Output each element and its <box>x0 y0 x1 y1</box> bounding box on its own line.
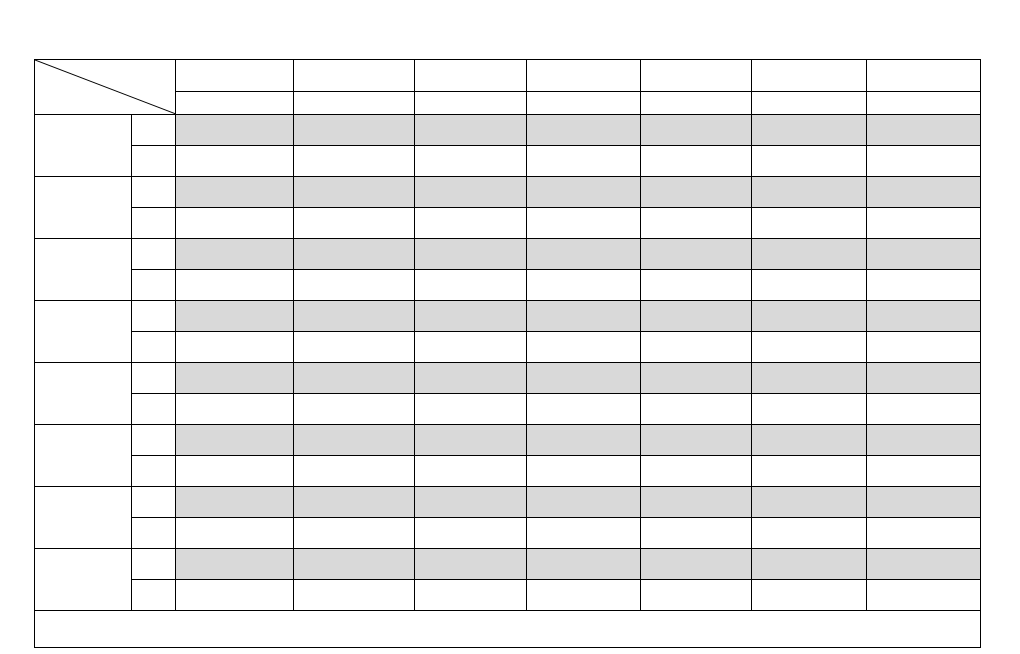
weekday-header <box>527 60 641 92</box>
date-header <box>752 92 867 115</box>
schedule-cell <box>752 487 867 518</box>
half-day-label <box>132 425 176 456</box>
schedule-cell <box>641 394 752 425</box>
half-day-label <box>132 270 176 301</box>
department-name <box>35 239 132 301</box>
schedule-cell <box>752 580 867 611</box>
schedule-cell <box>641 425 752 456</box>
schedule-table <box>34 59 981 648</box>
schedule-cell <box>415 580 527 611</box>
schedule-cell <box>176 301 294 332</box>
schedule-cell <box>527 394 641 425</box>
schedule-cell <box>176 146 294 177</box>
schedule-cell <box>641 270 752 301</box>
weekday-header <box>641 60 752 92</box>
weekday-header <box>867 60 981 92</box>
schedule-cell <box>527 115 641 146</box>
half-day-label <box>132 363 176 394</box>
schedule-cell <box>415 425 527 456</box>
schedule-cell <box>867 301 981 332</box>
schedule-cell <box>527 549 641 580</box>
schedule-row <box>35 518 981 549</box>
schedule-cell <box>527 425 641 456</box>
department-name <box>35 425 132 487</box>
footer-note-cell <box>35 611 981 648</box>
schedule-cell <box>641 549 752 580</box>
schedule-cell <box>176 239 294 270</box>
date-header <box>176 92 294 115</box>
schedule-cell <box>176 518 294 549</box>
department-name <box>35 301 132 363</box>
schedule-cell <box>641 115 752 146</box>
department-name <box>35 177 132 239</box>
schedule-cell <box>294 177 415 208</box>
schedule-row <box>35 332 981 363</box>
schedule-cell <box>641 239 752 270</box>
schedule-cell <box>415 363 527 394</box>
schedule-cell <box>294 549 415 580</box>
schedule-cell <box>527 301 641 332</box>
schedule-cell <box>867 549 981 580</box>
weekday-header <box>752 60 867 92</box>
schedule-cell <box>176 580 294 611</box>
half-day-label <box>132 549 176 580</box>
schedule-cell <box>641 456 752 487</box>
schedule-row <box>35 270 981 301</box>
schedule-cell <box>641 580 752 611</box>
schedule-cell <box>752 177 867 208</box>
schedule-cell <box>294 208 415 239</box>
weekday-header-row <box>35 60 981 92</box>
date-header <box>527 92 641 115</box>
schedule-cell <box>752 456 867 487</box>
schedule-row <box>35 177 981 208</box>
date-header <box>294 92 415 115</box>
schedule-cell <box>752 301 867 332</box>
schedule-cell <box>294 332 415 363</box>
half-day-label <box>132 115 176 146</box>
half-day-label <box>132 394 176 425</box>
schedule-cell <box>415 208 527 239</box>
schedule-cell <box>641 363 752 394</box>
schedule-row <box>35 146 981 177</box>
schedule-cell <box>752 208 867 239</box>
schedule-row <box>35 394 981 425</box>
schedule-row <box>35 239 981 270</box>
schedule-cell <box>294 518 415 549</box>
schedule-cell <box>752 332 867 363</box>
half-day-label <box>132 208 176 239</box>
schedule-cell <box>415 146 527 177</box>
schedule-cell <box>527 580 641 611</box>
schedule-cell <box>176 456 294 487</box>
schedule-cell <box>176 425 294 456</box>
schedule-cell <box>176 487 294 518</box>
schedule-cell <box>176 270 294 301</box>
schedule-cell <box>867 146 981 177</box>
schedule-cell <box>415 239 527 270</box>
schedule-row <box>35 208 981 239</box>
schedule-cell <box>294 115 415 146</box>
schedule-cell <box>176 115 294 146</box>
schedule-cell <box>752 549 867 580</box>
schedule-cell <box>867 239 981 270</box>
schedule-cell <box>752 425 867 456</box>
half-day-label <box>132 332 176 363</box>
schedule-cell <box>752 363 867 394</box>
schedule-cell <box>867 115 981 146</box>
diagonal-divider <box>35 60 176 114</box>
schedule-cell <box>527 456 641 487</box>
schedule-cell <box>176 332 294 363</box>
schedule-cell <box>641 146 752 177</box>
schedule-row <box>35 363 981 394</box>
schedule-cell <box>294 456 415 487</box>
schedule-cell <box>752 518 867 549</box>
schedule-cell <box>752 394 867 425</box>
schedule-cell <box>527 518 641 549</box>
schedule-cell <box>294 394 415 425</box>
schedule-cell <box>641 332 752 363</box>
half-day-label <box>132 146 176 177</box>
schedule-cell <box>294 580 415 611</box>
schedule-row <box>35 549 981 580</box>
schedule-cell <box>867 425 981 456</box>
schedule-cell <box>415 394 527 425</box>
department-name <box>35 549 132 611</box>
corner-header <box>35 60 176 115</box>
schedule-cell <box>176 549 294 580</box>
schedule-cell <box>176 394 294 425</box>
schedule-row <box>35 115 981 146</box>
schedule-cell <box>294 363 415 394</box>
weekday-header <box>415 60 527 92</box>
schedule-cell <box>415 518 527 549</box>
date-header <box>867 92 981 115</box>
department-name <box>35 487 132 549</box>
schedule-cell <box>752 270 867 301</box>
schedule-cell <box>641 177 752 208</box>
schedule-cell <box>176 363 294 394</box>
weekday-header <box>176 60 294 92</box>
schedule-cell <box>176 208 294 239</box>
half-day-label <box>132 487 176 518</box>
schedule-cell <box>867 270 981 301</box>
date-header <box>415 92 527 115</box>
schedule-cell <box>867 580 981 611</box>
schedule-cell <box>415 115 527 146</box>
schedule-cell <box>527 239 641 270</box>
schedule-cell <box>415 270 527 301</box>
half-day-label <box>132 580 176 611</box>
schedule-cell <box>527 363 641 394</box>
schedule-cell <box>867 208 981 239</box>
half-day-label <box>132 239 176 270</box>
schedule-cell <box>641 487 752 518</box>
schedule-cell <box>176 177 294 208</box>
schedule-cell <box>527 208 641 239</box>
schedule-cell <box>527 487 641 518</box>
half-day-label <box>132 301 176 332</box>
schedule-cell <box>294 425 415 456</box>
schedule-cell <box>867 487 981 518</box>
schedule-cell <box>415 487 527 518</box>
department-name <box>35 363 132 425</box>
schedule-cell <box>527 146 641 177</box>
schedule-cell <box>641 301 752 332</box>
half-day-label <box>132 518 176 549</box>
schedule-row <box>35 425 981 456</box>
date-header-row <box>35 92 981 115</box>
schedule-cell <box>867 177 981 208</box>
schedule-cell <box>867 363 981 394</box>
schedule-cell <box>752 239 867 270</box>
schedule-cell <box>752 115 867 146</box>
schedule-cell <box>752 146 867 177</box>
schedule-row <box>35 487 981 518</box>
schedule-cell <box>415 549 527 580</box>
schedule-cell <box>415 332 527 363</box>
schedule-cell <box>867 456 981 487</box>
schedule-row <box>35 456 981 487</box>
schedule-cell <box>867 518 981 549</box>
schedule-cell <box>527 177 641 208</box>
schedule-cell <box>294 146 415 177</box>
schedule-cell <box>415 177 527 208</box>
schedule-cell <box>527 270 641 301</box>
department-name <box>35 115 132 177</box>
schedule-cell <box>867 394 981 425</box>
schedule-cell <box>294 487 415 518</box>
schedule-cell <box>641 518 752 549</box>
schedule-cell <box>294 270 415 301</box>
half-day-label <box>132 177 176 208</box>
schedule-cell <box>415 456 527 487</box>
schedule-row <box>35 580 981 611</box>
schedule-cell <box>527 332 641 363</box>
schedule-cell <box>294 239 415 270</box>
footer-row <box>35 611 981 648</box>
schedule-row <box>35 301 981 332</box>
schedule-cell <box>641 208 752 239</box>
date-header <box>641 92 752 115</box>
half-day-label <box>132 456 176 487</box>
schedule-cell <box>294 301 415 332</box>
schedule-cell <box>415 301 527 332</box>
schedule-cell <box>867 332 981 363</box>
weekday-header <box>294 60 415 92</box>
